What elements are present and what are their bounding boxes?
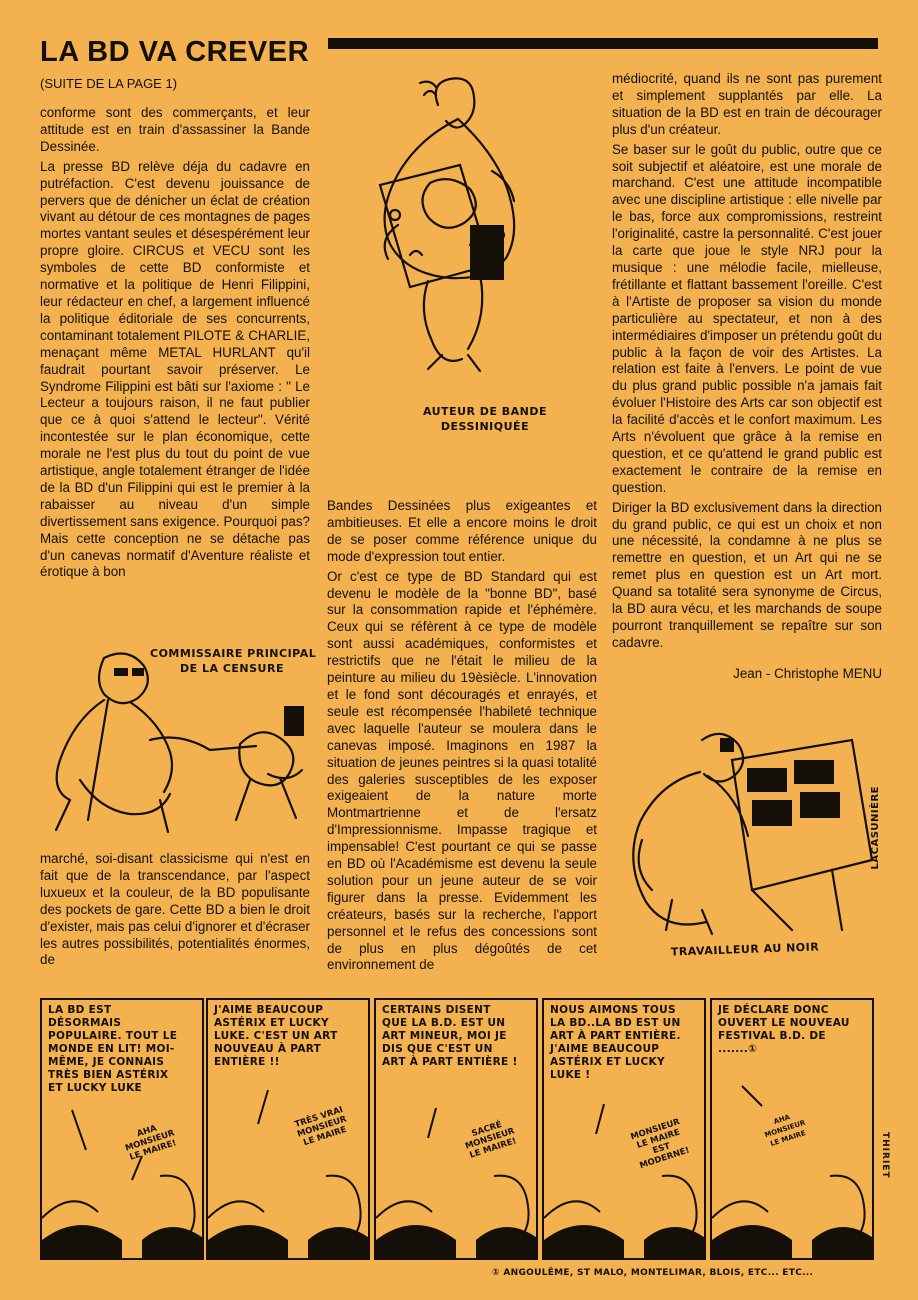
title-rule: [328, 38, 878, 49]
reply-bubble: SACRÉ MONSIEUR LE MAIRE!: [464, 1119, 518, 1161]
panel-art: [208, 1000, 370, 1260]
article-column-1-bottom: [40, 851, 310, 972]
speech-bubble: CERTAINS DISENT QUE LA B.D. EST UN ART MINEUR, MOI JE DIS QUE C'EST UN ART À PART ENTIÈRE !: [382, 1004, 518, 1068]
paragraph: Diriger la BD exclusivement dans la direction du grand public, ce qui est un choix et non une nécessité, la condamne à ne plus se remettre en question, et un Art qui ne se remet plus en question est un Art mort. Quand sa totalité sera synonyme de Circus, la BD aura vécu, et les marchands de soupe pourront tranquillement se repaître sur son cadavre.: [612, 499, 882, 650]
strip-panel-4: [542, 998, 706, 1260]
paragraph: médiocrité, quand ils ne sont pas purement et simplement supplantés par elle. La situation de la BD est en train de décourager plus d'un créateur.: [612, 71, 882, 137]
censor-cartoon-caption: [150, 646, 320, 676]
author-cartoon-caption: [400, 404, 570, 434]
worker-cartoon-illustration: [612, 720, 882, 940]
author-signature: Jean - Christophe MENU: [733, 665, 882, 681]
caption-line: DESSINIQUÉE: [440, 420, 530, 433]
reply-bubble: AHA MONSIEUR LE MAIRE: [763, 1113, 807, 1149]
strip-panel-3: [374, 998, 538, 1260]
strip-panel-5: [710, 998, 874, 1260]
paragraph: Bandes Dessinées plus exigeantes et ambitieuses. Et elle a encore moins le droit de se poser comme référence unique du mode d'expression tout entier.: [327, 498, 597, 564]
author-cartoon-illustration: [350, 75, 580, 395]
article-column-1-top: [40, 105, 310, 584]
panel-art: [712, 1000, 874, 1260]
paragraph: conforme sont des commerçants, et leur attitude est en train d'assassiner la Bande Dessinée.: [40, 105, 310, 154]
paragraph: La presse BD relève déja du cadavre en putréfaction. C'est devenu jouissance de pervers que de dénicher un éclat de création vivant au détour de ces montagnes de pages mortes vantant seules et désespérément leur propre gloire. CIRCUS et VECU sont les symboles de cette BD conformiste et normative et la politique de Henri Filippini, leur rédacteur en chef, a largement influencé la politique éditoriale de ses concurrents, contaminant totalement PILOTE & CHARLIE, menaçant même METAL HURLANT qu'il faudrait pourtant savoir préserver. Le Syndrome Filippini est bâti sur l'axiome : " Le Lecteur a toujours raison, il ne faut publier que ce à quoi s'attend le lecteur". Vérité incontestée sur le plan économique, cette morale ne l'est plus du tout du point de vue artistique, angle totalement étranger de l'idée de la BD d'un Filippini qui est le premier à la rabaisser au niveau d'un simple divertissement sans exigence. Pourquoi pas? Mais cette conception ne se détache pas d'un canevas normatif d'Aventure réaliste et érotique à bon: [40, 158, 310, 580]
caption-line: DE LA CENSURE: [180, 662, 284, 675]
reply-bubble: MONSIEUR LE MAIRE EST MODERNE!: [629, 1117, 691, 1172]
paragraph: Se baser sur le goût du public, outre que ce soit subjectif et aléatoire, est une morale de marchand. C'est une attitude incompatible avec une discipline artistique : elle nivelle par le bas, force aux compromissions, restreint l'originalité, castre la personnalité. C'est jouer la carte que joue le style NRJ pour la musique : une mélodie facile, mielleuse, frétillante et flattant bassement l'oreille. C'est à l'Artiste de proposer sa vision du monde particulière au spectateur, et non à des intermédiaires d'imposer un prétendu goût du public à la façon de voir des Artistes. La relation est faite à l'envers. Le point de vue du plus grand public possible n'a jamais fait évoluer l'Histoire des Arts car son objectif est la facilité d'accès et le confort maximum. Les Arts n'évoluent que grâce à la remise en question, et ce qu'attend le grand public est exactement le contraire de la remise en question.: [612, 141, 882, 495]
caption-line: COMMISSAIRE PRINCIPAL: [150, 647, 317, 660]
worker-cartoon-caption: TRAVAILLEUR AU NOIR: [670, 940, 820, 959]
strip-panel-2: [206, 998, 370, 1260]
worker-artist-signature: LACASUNIÈRE: [870, 786, 881, 870]
paragraph: Or c'est ce type de BD Standard qui est devenu le modèle de la "bonne BD", basé sur la consommation rapide et l'éphémère. Ceux qui se réfèrent à ce type de modèle sont aussi académiques, conformistes et restrictifs que ne l'était le milieu de la peinture au milieu du 19èsiècle. L'innovation et le fond sont découragés et enrayés, et seule est récompensée l'habileté technique avec laquelle l'auteur se moulera dans le canevas imposé. Imaginons en 1987 la situation de jeunes peintres si la quasi totalité des galeries susceptibles de les exposer exigeaient de la nature morte Montmartrienne et de l'ersatz d'Impressionnisme. Impasse tragique et impensable! C'est pourtant ce qui se passe en BD où l'Académisme est devenu la seule solution pour un jeune auteur de se voir figurer dans la presse. Evidemment les créateurs, basés sur la recherche, l'apport personnel et le refus des concessions sont de plus en plus dégoûtés de cet environnement de: [327, 568, 597, 973]
reply-bubble: AHA MONSIEUR LE MAIRE!: [124, 1123, 178, 1163]
strip-artist-signature: THIRIET: [880, 1132, 890, 1179]
reply-bubble: TRÈS VRAI MONSIEUR LE MAIRE: [293, 1104, 348, 1149]
paragraph: marché, soi-disant classicisme qui n'est en fait que de la transcendance, par l'aspect luxueux et la couleur, de la BD populisante des pockets de gare. Cette BD a bien le droit d'exister, mais pas celui d'ignorer et d'écraser les autres possibilités, potentialités énormes, de: [40, 851, 310, 968]
speech-bubble: JE DÉCLARE DONC OUVERT LE NOUVEAU FESTIVAL B.D. DE .......①: [718, 1004, 850, 1055]
strip-panel-1: [40, 998, 204, 1260]
panel-art: [42, 1000, 204, 1260]
article-column-2: [327, 498, 597, 977]
speech-bubble: J'AIME BEAUCOUP ASTÉRIX ET LUCKY LUKE. C'EST UN ART NOUVEAU À PART ENTIÈRE !!: [214, 1004, 338, 1068]
panel-art: [376, 1000, 538, 1260]
panel-art: [544, 1000, 706, 1260]
speech-bubble: NOUS AIMONS TOUS LA BD..LA BD EST UN ART À PART ENTIÈRE. J'AIME BEAUCOUP ASTÉRIX ET LUCKY LUKE !: [550, 1004, 681, 1081]
continuation-note: (SUITE DE LA PAGE 1): [40, 76, 178, 91]
strip-footnote: ① ANGOULÊME, ST MALO, MONTELIMAR, BLOIS, ETC... ETC...: [492, 1268, 814, 1278]
article-title: LA BD VA CREVER: [40, 36, 310, 68]
article-column-3: [612, 71, 882, 686]
speech-bubble: LA BD EST DÉSORMAIS POPULAIRE. TOUT LE MONDE EN LIT! MOI-MÊME, JE CONNAIS TRÈS BIEN ASTÉRIX ET LUCKY LUKE: [48, 1004, 178, 1094]
caption-line: AUTEUR DE BANDE: [422, 405, 548, 418]
